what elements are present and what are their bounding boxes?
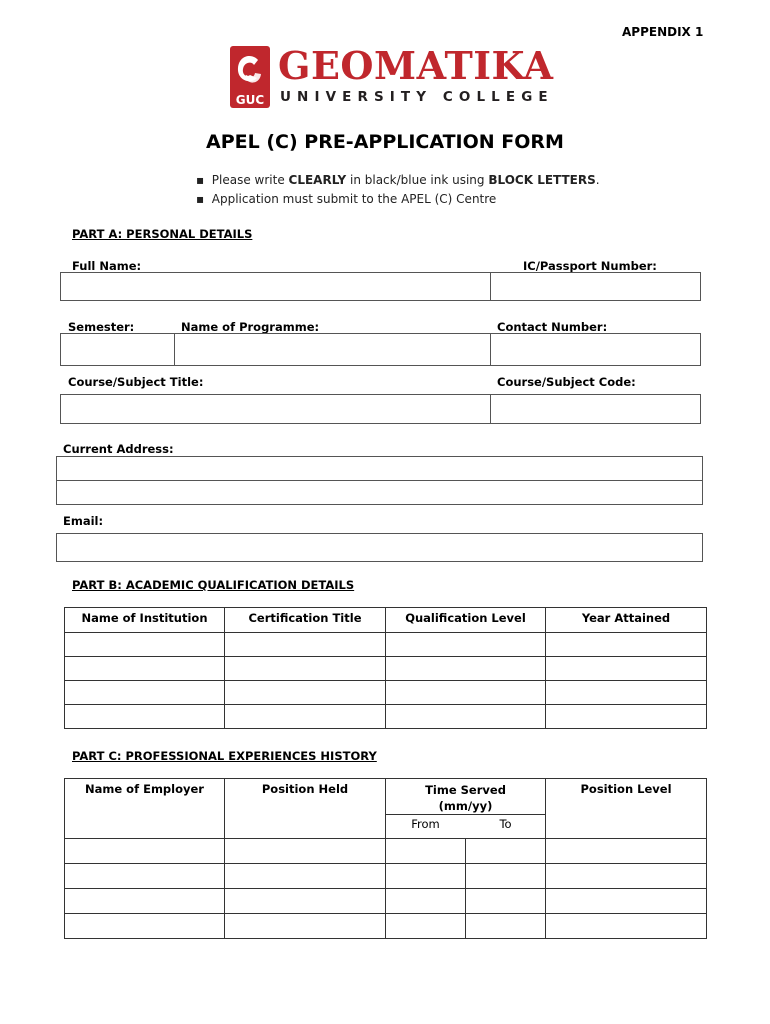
table-row (65, 839, 707, 864)
table-cell[interactable] (546, 705, 707, 729)
table-cell[interactable] (466, 914, 546, 939)
time-served-format: (mm/yy) (438, 799, 493, 813)
part-a-heading: PART A: PERSONAL DETAILS (72, 227, 253, 241)
table-cell[interactable] (386, 681, 546, 705)
part-b-heading: PART B: ACADEMIC QUALIFICATION DETAILS (72, 578, 355, 592)
table-cell[interactable] (225, 657, 386, 681)
column-header: Qualification Level (386, 608, 546, 633)
table-cell[interactable] (65, 705, 225, 729)
table-cell[interactable] (386, 657, 546, 681)
table-cell[interactable] (225, 864, 386, 889)
table-cell[interactable] (65, 914, 225, 939)
logo-mark-text: GUC (235, 93, 265, 107)
from-column-header: From (386, 815, 466, 839)
column-header: Name of Institution (65, 608, 225, 633)
form-title: APEL (C) PRE-APPLICATION FORM (206, 131, 564, 153)
table-cell[interactable] (225, 914, 386, 939)
table-row (65, 889, 707, 914)
bullet-icon: ▪ (196, 192, 205, 206)
table-cell[interactable] (225, 681, 386, 705)
table-cell[interactable] (546, 864, 707, 889)
academic-qualification-table (64, 607, 707, 729)
table-cell[interactable] (225, 839, 386, 864)
ic-passport-field[interactable] (490, 272, 701, 301)
table-row (65, 864, 707, 889)
table-cell[interactable] (386, 839, 466, 864)
column-header: Certification Title (225, 608, 386, 633)
table-cell[interactable] (65, 889, 225, 914)
table-cell[interactable] (546, 633, 707, 657)
table-cell[interactable] (65, 657, 225, 681)
address-field-line-1[interactable] (56, 456, 703, 481)
ic-passport-label: IC/Passport Number: (523, 259, 657, 273)
table-cell[interactable] (65, 633, 225, 657)
time-served-header (386, 779, 546, 815)
appendix-label: APPENDIX 1 (622, 25, 704, 39)
table-cell[interactable] (546, 889, 707, 914)
employer-column-header: Name of Employer (65, 779, 225, 839)
table-row (65, 681, 707, 705)
email-field[interactable] (56, 533, 703, 562)
course-title-label: Course/Subject Title: (68, 375, 204, 389)
table-cell[interactable] (386, 633, 546, 657)
table-row (65, 657, 707, 681)
table-cell[interactable] (546, 681, 707, 705)
table-cell[interactable] (386, 705, 546, 729)
table-cell[interactable] (225, 889, 386, 914)
table-header-row (65, 608, 707, 633)
instruction-2: ▪ Application must submit to the APEL (C) Centre (196, 192, 497, 206)
logo-subtitle: UNIVERSITY COLLEGE (280, 89, 554, 105)
full-name-field[interactable] (60, 272, 491, 301)
table-cell[interactable] (546, 914, 707, 939)
bullet-icon: ▪ (196, 173, 205, 187)
time-served-label: Time Served (425, 783, 506, 797)
full-name-label: Full Name: (72, 259, 142, 273)
column-header: Year Attained (546, 608, 707, 633)
table-cell[interactable] (386, 889, 466, 914)
course-code-label: Course/Subject Code: (497, 375, 636, 389)
table-cell[interactable] (65, 864, 225, 889)
semester-field[interactable] (60, 333, 175, 366)
table-cell[interactable] (225, 705, 386, 729)
email-label: Email: (63, 514, 104, 528)
table-row (65, 705, 707, 729)
position-column-header: Position Held (225, 779, 386, 839)
table-cell[interactable] (65, 839, 225, 864)
table-cell[interactable] (386, 864, 466, 889)
contact-number-label: Contact Number: (497, 320, 608, 334)
table-header-row (65, 779, 707, 815)
table-cell[interactable] (466, 864, 546, 889)
table-cell[interactable] (466, 839, 546, 864)
table-cell[interactable] (225, 633, 386, 657)
table-cell[interactable] (466, 889, 546, 914)
semester-label: Semester: (68, 320, 135, 334)
table-cell[interactable] (65, 681, 225, 705)
table-row (65, 914, 707, 939)
contact-number-field[interactable] (490, 333, 701, 366)
to-column-header: To (466, 815, 546, 839)
table-cell[interactable] (546, 839, 707, 864)
address-label: Current Address: (63, 442, 174, 456)
professional-experience-table (64, 778, 707, 939)
table-cell[interactable] (546, 657, 707, 681)
part-c-heading: PART C: PROFESSIONAL EXPERIENCES HISTORY (72, 749, 377, 763)
position-level-column-header: Position Level (546, 779, 707, 839)
table-cell[interactable] (386, 914, 466, 939)
course-title-field[interactable] (60, 394, 491, 424)
guc-logo-icon (230, 46, 270, 108)
instruction-1: ▪ Please write CLEARLY in black/blue ink using BLOCK LETTERS. (196, 173, 600, 187)
course-code-field[interactable] (490, 394, 701, 424)
programme-field[interactable] (174, 333, 491, 366)
logo-wordmark: GEOMATIKA (278, 43, 554, 88)
programme-label: Name of Programme: (181, 320, 320, 334)
address-field-line-2[interactable] (56, 480, 703, 505)
table-row (65, 633, 707, 657)
